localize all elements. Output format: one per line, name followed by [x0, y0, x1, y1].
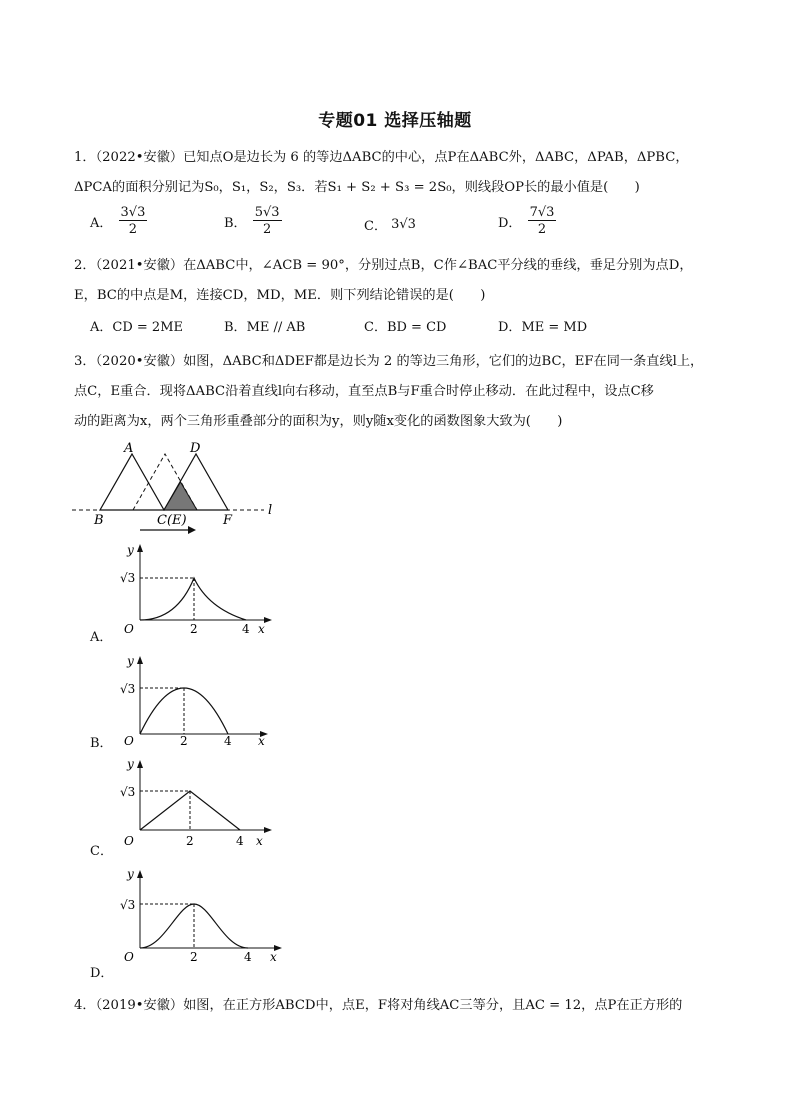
svg-text:y: y — [127, 654, 134, 668]
triangle-abc — [100, 454, 164, 510]
q2-option-a[interactable]: A．CD = 2ME — [90, 320, 183, 335]
svg-text:y: y — [127, 867, 134, 881]
svg-text:y: y — [127, 757, 134, 771]
q1-option-b[interactable]: B． $\frac{5√3}{2}$ — [224, 205, 280, 237]
svg-text:x: x — [256, 834, 263, 848]
q2-option-d[interactable]: D．ME = MD — [498, 320, 588, 335]
q3-text-line1: 3．（2020•安徽）如图，ΔABC和ΔDEF都是边长为 2 的等边三角形，它们的边BC，EF在同一条直线l上， — [74, 354, 704, 369]
arrow-head — [188, 526, 196, 534]
svg-text:√3: √3 — [120, 571, 136, 585]
q1-option-b-fraction: $\frac{5√3}{2}$ — [254, 205, 280, 237]
svg-text:x: x — [270, 950, 277, 964]
svg-text:x: x — [258, 622, 265, 636]
q1-option-c[interactable]: C． 3√3 — [364, 217, 416, 234]
q1-options — [90, 206, 730, 246]
q2-option-c[interactable]: C．BD = CD — [364, 320, 447, 335]
svg-text:4: 4 — [242, 622, 250, 636]
q3-graph-b[interactable] — [112, 648, 282, 748]
q1-text-line1: 1．（2022•安徽）已知点O是边长为 6 的等边ΔABC的中心，点P在ΔABC外，ΔABC，ΔPAB，ΔPBC， — [74, 150, 689, 165]
q2-text-line1: 2．（2021•安徽）在ΔABC中，∠ACB = 90°，分别过点B，C作∠BAC平分线的垂线，垂足分别为点D， — [74, 258, 693, 273]
q3-option-c-label[interactable]: C． — [90, 844, 113, 859]
svg-text:√3: √3 — [120, 682, 136, 696]
svg-text:2: 2 — [186, 834, 194, 848]
svg-text:2: 2 — [190, 950, 198, 964]
q3-option-d-label[interactable]: D． — [90, 966, 114, 981]
svg-text:x: x — [258, 734, 265, 748]
q1-option-a[interactable]: A． $\frac{3√3}{2}$ — [90, 205, 146, 237]
svg-text:O: O — [124, 622, 134, 636]
q3-option-b-label[interactable]: B． — [90, 736, 113, 751]
svg-text:O: O — [124, 834, 134, 848]
svg-text:2: 2 — [190, 622, 198, 636]
svg-text:2: 2 — [180, 734, 188, 748]
q2-options — [90, 316, 730, 334]
q1-option-d-fraction: $\frac{7√3}{2}$ — [529, 205, 555, 237]
q3-graph-d[interactable] — [112, 864, 292, 964]
q2-option-b[interactable]: B．ME // AB — [224, 320, 306, 335]
q3-text-line2: 点C，E重合．现将ΔABC沿着直线l向右移动，直至点B与F重合时停止移动．在此过程中，设点C移 — [74, 384, 654, 399]
label-d: D — [190, 441, 201, 456]
svg-text:√3: √3 — [120, 898, 136, 912]
q3-graph-c[interactable] — [112, 752, 282, 852]
page-title: 专题01 选择压轴题 — [318, 111, 472, 131]
q3-option-a-label[interactable]: A． — [90, 630, 113, 645]
svg-text:4: 4 — [236, 834, 244, 848]
svg-text:4: 4 — [244, 950, 252, 964]
svg-text:O: O — [124, 734, 134, 748]
svg-text:√3: √3 — [120, 785, 136, 799]
svg-text:O: O — [124, 950, 134, 964]
q3-graph-a[interactable] — [112, 542, 282, 642]
overlap-region — [164, 482, 197, 510]
q3-text-line3: 动的距离为x，两个三角形重叠部分的面积为y，则y随x变化的函数图象大致为( ) — [74, 414, 563, 429]
q1-text-line2: ΔPCA的面积分别记为S₀，S₁，S₂，S₃．若S₁ + S₂ + S₃ = 2S₀，则线段OP长的最小值是( ) — [74, 180, 640, 195]
q2-text-line2: E，BC的中点是M，连接CD，MD，ME．则下列结论错误的是( ) — [74, 288, 486, 303]
svg-text:4: 4 — [224, 734, 232, 748]
graph-a-curve — [140, 578, 246, 620]
q4-text-line1: 4．（2019•安徽）如图，在正方形ABCD中，点E，F将对角线AC三等分，且AC = 12，点P在正方形的 — [74, 998, 683, 1013]
q1-option-a-fraction: $\frac{3√3}{2}$ — [120, 205, 146, 237]
label-l: l — [268, 503, 273, 518]
label-ce: C(E) — [157, 513, 187, 528]
svg-text:y: y — [127, 543, 134, 557]
label-f: F — [223, 513, 233, 528]
q1-option-d[interactable]: D． $\frac{7√3}{2}$ — [498, 205, 555, 237]
label-a: A — [124, 441, 134, 456]
q3-triangles-figure — [72, 440, 282, 540]
label-b: B — [94, 513, 104, 528]
